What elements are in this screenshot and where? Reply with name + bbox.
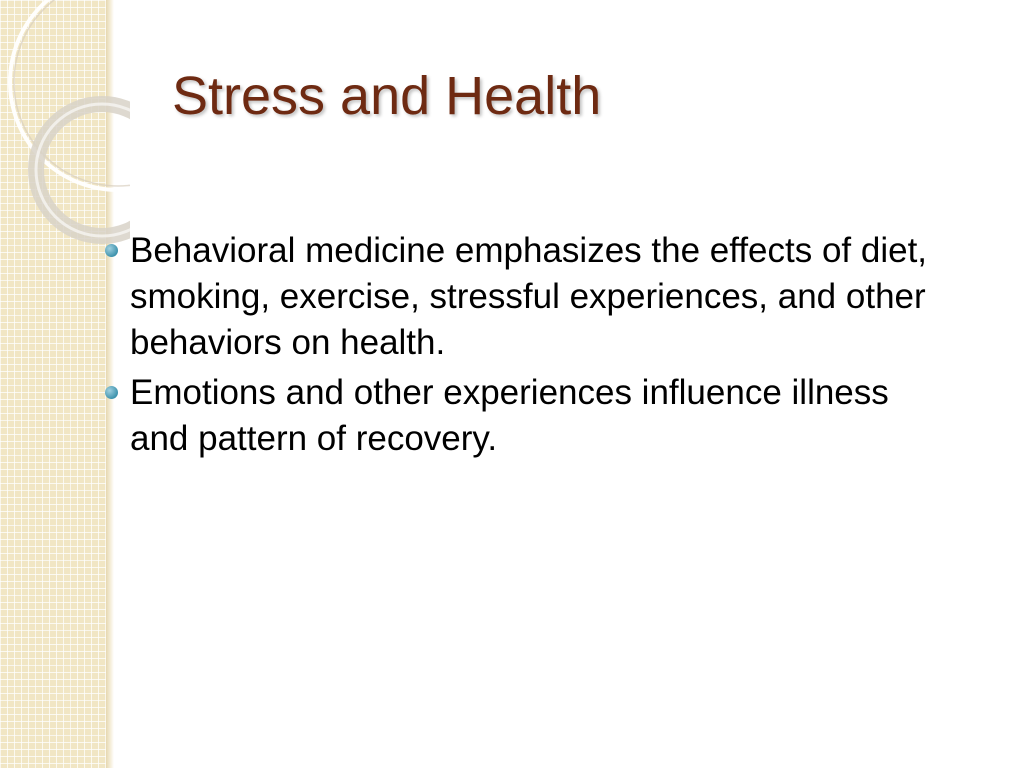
bullet-list [100,228,930,466]
bullet-item [100,228,930,366]
bullet-dot-icon [105,244,118,257]
bullet-dot-icon [105,386,118,399]
bullet-text: Behavioral medicine emphasizes the effects of diet, smoking, exercise, stressful experiences, and other behaviors on health. [130,231,928,362]
bullet-text: Emotions and other experiences influence illness and pattern of recovery. [130,373,889,458]
slide-title: Stress and Health [172,66,602,126]
bullet-item [100,370,930,462]
decorative-circles-icon [0,0,130,260]
